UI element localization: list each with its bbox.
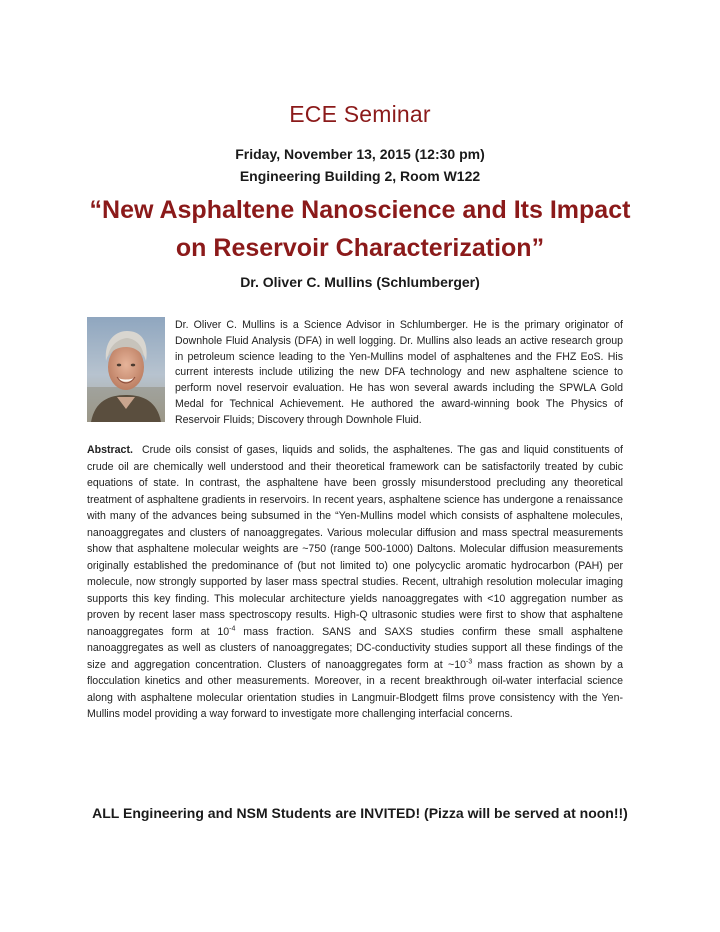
abstract-text-part-3: mass fraction as shown by a flocculation kinetics and other measurements. Moreover, in a recent breakthrough oil-water interfacial science along with asphaltene molecular orientation studies in Langmuir-Blodgett films prove consistency with the Yen-Mullins model providing a way forward to investigate more challenging interfacial concerns. (87, 658, 623, 720)
speaker-name: Dr. Oliver C. Mullins (Schlumberger) (240, 274, 480, 290)
speaker-photo (87, 317, 165, 422)
speaker-bio: Dr. Oliver C. Mullins is a Science Advisor in Schlumberger. He is the primary originator of Downhole Fluid Analysis (DFA) in well logging. Dr. Mullins also leads an active research group in petroleum science leading to the Yen-Mullins model of asphaltenes and the FHZ EoS. His current interests include utilizing the new DFA technology and new asphaltene science to perform novel reservoir evaluation. He has won several awards including the SPWLA Gold Medal for Technical Achievement. He authored the award-winning book The Physics of Reservoir Fluids; Discovery through Downhole Fluid. (175, 319, 623, 426)
talk-title (0, 191, 720, 267)
abstract-text-part-1: Crude oils consist of gases, liquids and solids, the asphaltenes. The gas and liquid constituents of crude oil are chemically well understood and their theoretical framework can be satisfactorily treated by cubic equations of state. In contrast, the asphaltene have been grossly misunderstood precluding any theoretical treatment of asphaltene gradients in reservoirs. In recent years, asphaltene science has undergone a renaissance with many of the advances being subsumed in the “Yen-Mullins model which consists of asphaltene molecules, nanoaggregates and clusters of nanoaggregates. Various molecular diffusion and mass spectral measurements show that asphaltene molecular weights are ~750 (range 500-1000) Daltons. Molecular diffusion measurements originally established the predominance of (but not limited to) one polycyclic aromatic hydrocarbon (PAH) per molecule, now strongly supported by laser mass spectral studies. Recent, ultrahigh resolution molecular imaging supports this key finding. This molecular architecture yields nanoaggregates with <10 aggregation number as proven by recent laser mass spectroscopy results. High-Q ultrasonic studies were first to show that asphaltene nanoaggregates form at 10 (87, 444, 623, 638)
event-date-time: Friday, November 13, 2015 (12:30 pm) (235, 146, 485, 162)
invitation-banner: ALL Engineering and NSM Students are INVITED! (Pizza will be served at noon!!) (92, 805, 628, 821)
talk-title-line-1: “New Asphaltene Nanoscience and Its Impact (89, 196, 631, 224)
talk-title-line-2: on Reservoir Characterization” (175, 234, 545, 262)
abstract-label: Abstract. (87, 444, 133, 456)
seminar-heading: ECE Seminar (289, 101, 431, 127)
abstract-exponent-1: -4 (229, 624, 236, 632)
abstract-exponent-2: -3 (466, 657, 473, 665)
abstract-paragraph (87, 442, 623, 723)
abstract-text-part-2: mass fraction. SANS and SAXS studies confirm these small asphaltene nanoaggregates as well as clusters of nanoaggregates; DC-conductivity studies support all these findings of the size and aggregation concentration. Clusters of nanoaggregates form at ~10 (87, 625, 624, 671)
event-location: Engineering Building 2, Room W122 (239, 168, 481, 184)
